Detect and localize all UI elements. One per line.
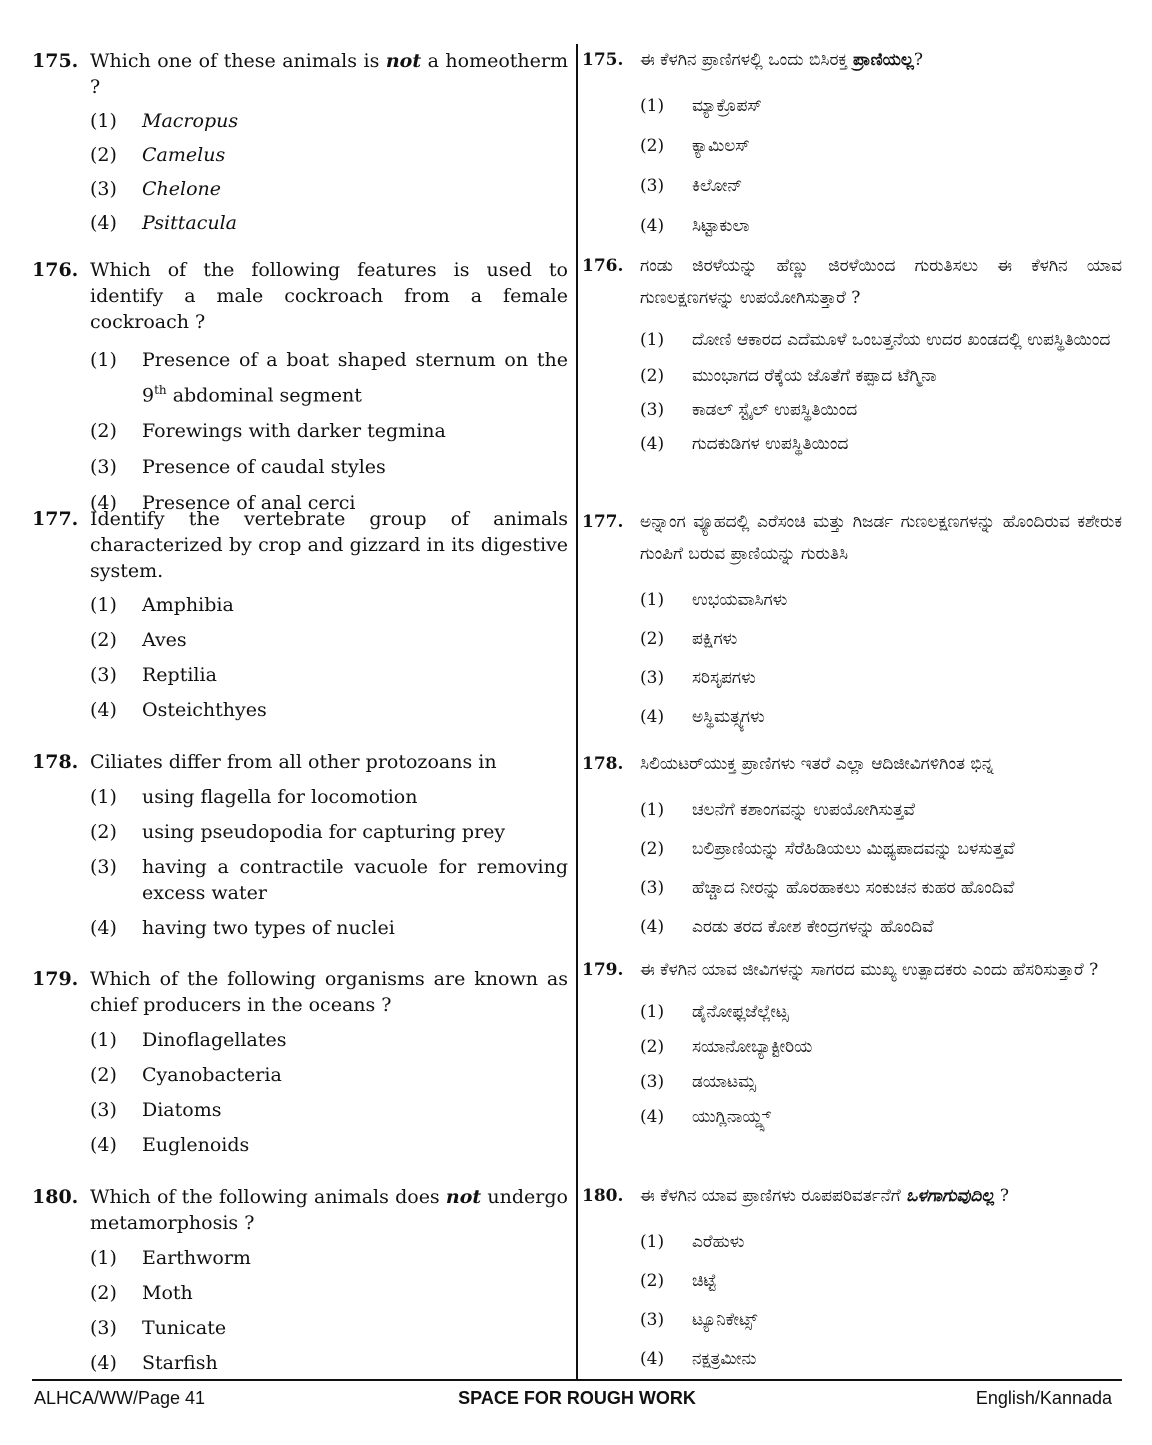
option-1: (1) ಡೈನೋಫ್ಲಜೆಲ್ಲೇಟ್ಸ bbox=[640, 1002, 789, 1022]
page-footer bbox=[32, 1388, 1122, 1418]
question-text: Which of the following animals does not undergo metamorphosis ? bbox=[90, 1186, 568, 1234]
option-2: (2) Forewings with darker tegmina bbox=[90, 420, 446, 443]
option-4: (4) Starfish bbox=[90, 1352, 218, 1374]
option-1: (1) Presence of a boat shaped sternum on the 9th abdominal segment bbox=[90, 349, 568, 407]
question-number: 175. bbox=[582, 50, 624, 70]
option-4: (4) ಗುದಕುಡಿಗಳ ಉಪಸ್ಥಿತಿಯಿಂದ bbox=[640, 434, 849, 454]
question-text: Which of the following features is used to identify a male cockroach from a female cockroach ? bbox=[90, 259, 568, 333]
question-177-en bbox=[32, 506, 568, 723]
question-178-en bbox=[32, 749, 568, 941]
option-3: (3) ಹೆಚ್ಚಾದ ನೀರನ್ನು ಹೊರಹಾಕಲು ಸಂಕುಚನ ಕುಹರ ಹೊಂದಿವೆ bbox=[640, 878, 1015, 898]
column-divider bbox=[576, 44, 578, 1379]
question-number: 175. bbox=[32, 50, 79, 72]
option-3: (3) having a contractile vacuole for removing excess water bbox=[90, 856, 568, 904]
option-4: (4) ಸಿಟ್ಟಾಕುಲಾ bbox=[640, 216, 750, 236]
option-4: (4) Euglenoids bbox=[90, 1134, 250, 1156]
option-1: (1) Earthworm bbox=[90, 1247, 251, 1269]
question-number: 178. bbox=[582, 754, 624, 774]
question-number: 179. bbox=[32, 968, 79, 990]
question-180-en bbox=[32, 1184, 568, 1376]
option-3: (3) Chelone bbox=[90, 178, 222, 200]
question-text: ಸಿಲಿಯಟರ್‌ಯುಕ್ತ ಪ್ರಾಣಿಗಳು ಇತರೆ ಎಲ್ಲಾ ಆದಿಜೀವಿಗಳಿಗಿಂತ ಭಿನ್ನ bbox=[640, 754, 994, 774]
option-1: (1) ಚಲನೆಗೆ ಕಶಾಂಗವನ್ನು ಉಪಯೋಗಿಸುತ್ತವೆ bbox=[640, 800, 916, 820]
option-3: (3) Diatoms bbox=[90, 1099, 222, 1121]
option-2: (2) ಕ್ಯಾಮಿಲಸ್ bbox=[640, 136, 750, 156]
option-4: (4) having two types of nuclei bbox=[90, 917, 395, 939]
question-text: ಈ ಕೆಳಗಿನ ಯಾವ ಜೀವಿಗಳನ್ನು ಸಾಗರದ ಮುಖ್ಯ ಉತ್ಪಾದಕರು ಎಂದು ಹೆಸರಿಸುತ್ತಾರೆ ? bbox=[640, 960, 1099, 980]
question-text: Which of the following organisms are known as chief producers in the oceans ? bbox=[90, 968, 568, 1016]
question-number: 178. bbox=[32, 751, 79, 773]
option-2: (2) using pseudopodia for capturing prey bbox=[90, 821, 506, 843]
option-3: (3) ಡಯಾಟಮ್ಸ bbox=[640, 1072, 756, 1092]
option-4: (4) ಅಸ್ಥಿಮತ್ಸ್ಯಗಳು bbox=[640, 707, 765, 727]
option-3: (3) ಟ್ಯೂನಿಕೇಟ್ಸ್ bbox=[640, 1310, 758, 1330]
option-2: (2) ಸಯಾನೋಬ್ಯಾಕ್ಟೀರಿಯ bbox=[640, 1037, 813, 1057]
question-179-kn bbox=[582, 954, 1122, 1133]
option-1: (1) Macropus bbox=[90, 110, 239, 132]
question-179-en bbox=[32, 966, 568, 1158]
option-3: (3) Presence of caudal styles bbox=[90, 456, 386, 479]
option-2: (2) ಪಕ್ಷಿಗಳು bbox=[640, 629, 738, 649]
footer-rule bbox=[32, 1379, 1122, 1381]
question-180-kn bbox=[582, 1180, 1122, 1375]
question-number: 176. bbox=[582, 256, 624, 276]
option-1: (1) ದೋಣಿ ಆಕಾರದ ಎದೆಮೂಳೆ ಒಂಬತ್ತನೆಯ ಉದರ ಖಂಡದಲ್ಲಿ ಉಪಸ್ಥಿತಿಯಿಂದ bbox=[640, 330, 1111, 350]
question-number: 180. bbox=[32, 1186, 79, 1208]
question-text: Ciliates differ from all other protozoans in bbox=[90, 751, 497, 773]
option-3: (3) ಸರಿಸೃಪಗಳು bbox=[640, 668, 756, 688]
question-number: 179. bbox=[582, 960, 624, 980]
question-number: 180. bbox=[582, 1186, 624, 1206]
question-175-kn bbox=[582, 44, 1122, 242]
option-4: (4) ಎರಡು ತರದ ಕೋಶ ಕೇಂದ್ರಗಳನ್ನು ಹೊಂದಿವೆ bbox=[640, 917, 934, 937]
question-number: 177. bbox=[32, 508, 79, 530]
question-number: 177. bbox=[582, 512, 624, 532]
option-3: (3) Reptilia bbox=[90, 664, 217, 686]
page-code: ALHCA/WW/Page 41 bbox=[34, 1388, 206, 1408]
option-4: (4) Psittacula bbox=[90, 212, 237, 234]
option-4: (4) Presence of anal cerci bbox=[90, 492, 356, 515]
option-3: (3) ಕಿಲೋನ್ bbox=[640, 176, 743, 196]
option-2: (2) Aves bbox=[90, 629, 187, 651]
question-text: ಅನ್ನಾಂಗ ವ್ಯೂಹದಲ್ಲಿ ಎರೆಸಂಚಿ ಮತ್ತು ಗಿಜರ್ಡ ಗುಣಲಕ್ಷಣಗಳನ್ನು ಹೊಂದಿರುವ ಕಶೇರುಕ ಗುಂಪಿಗೆ ಬರುವ ಪ್ರಾಣಿಯನ್ನು ಗುರುತಿಸಿ bbox=[640, 512, 1122, 564]
question-text: ಗಂಡು ಜಿರಳೆಯನ್ನು ಹೆಣ್ಣು ಜಿರಳೆಯಿಂದ ಗುರುತಿಸಲು ಈ ಕೆಳಗಿನ ಯಾವ ಗುಣಲಕ್ಷಣಗಳನ್ನು ಉಪಯೋಗಿಸುತ್ತಾರೆ ? bbox=[640, 256, 1122, 308]
option-1: (1) Amphibia bbox=[90, 594, 234, 616]
option-2: (2) Cyanobacteria bbox=[90, 1064, 282, 1086]
option-1: (1) ಎರೆಹುಳು bbox=[640, 1232, 745, 1252]
question-177-kn bbox=[582, 506, 1122, 733]
question-number: 176. bbox=[32, 259, 79, 281]
option-1: (1) ಉಭಯವಾಸಿಗಳು bbox=[640, 590, 788, 610]
option-2: (2) Camelus bbox=[90, 144, 226, 166]
option-2: (2) ಬಲಿಪ್ರಾಣಿಯನ್ನು ಸೆರೆಹಿಡಿಯಲು ಮಿಥ್ಯಪಾದವನ್ನು ಬಳಸುತ್ತವೆ bbox=[640, 839, 1015, 859]
option-3: (3) Tunicate bbox=[90, 1317, 227, 1339]
option-1: (1) ಮ್ಯಾಕ್ರೊಪಸ್ bbox=[640, 96, 762, 116]
option-1: (1) Dinoflagellates bbox=[90, 1029, 287, 1051]
option-4: (4) ನಕ್ಷತ್ರಮೀನು bbox=[640, 1349, 757, 1369]
question-178-kn bbox=[582, 748, 1122, 943]
option-4: (4) ಯುಗ್ಲಿನಾಯ್ಡ್ಸ್ bbox=[640, 1107, 772, 1127]
question-176-kn bbox=[582, 250, 1122, 460]
question-text: ಈ ಕೆಳಗಿನ ಪ್ರಾಣಿಗಳಲ್ಲಿ ಒಂದು ಬಿಸಿರಕ್ತ ಪ್ರಾಣಿಯಲ್ಲ? bbox=[640, 50, 923, 70]
question-175-en bbox=[32, 48, 568, 236]
option-2: (2) ಚಿಟ್ಟೆ bbox=[640, 1271, 717, 1291]
option-1: (1) using flagella for locomotion bbox=[90, 786, 418, 808]
question-text: Identify the vertebrate group of animals characterized by crop and gizzard in its digestive system. bbox=[90, 508, 568, 582]
question-text: Which one of these animals is not a homeotherm ? bbox=[90, 50, 568, 98]
option-4: (4) Osteichthyes bbox=[90, 699, 267, 721]
question-176-en bbox=[32, 257, 568, 516]
option-3: (3) ಕಾಡಲ್ ಸ್ಟೈಲ್ ಉಪಸ್ಥಿತಿಯಿಂದ bbox=[640, 400, 858, 420]
rough-work-label: SPACE FOR ROUGH WORK bbox=[458, 1388, 696, 1408]
option-2: (2) ಮುಂಭಾಗದ ರೆಕ್ಕೆಯ ಜೊತೆಗೆ ಕಪ್ಪಾದ ಟೆಗ್ಮಿನಾ bbox=[640, 366, 937, 386]
question-text: ಈ ಕೆಳಗಿನ ಯಾವ ಪ್ರಾಣಿಗಳು ರೂಪಪರಿವರ್ತನೆಗೆ ಒಳಗಾಗುವುದಿಲ್ಲ ? bbox=[640, 1186, 1009, 1206]
option-2: (2) Moth bbox=[90, 1282, 193, 1304]
language-label: English/Kannada bbox=[975, 1388, 1112, 1408]
